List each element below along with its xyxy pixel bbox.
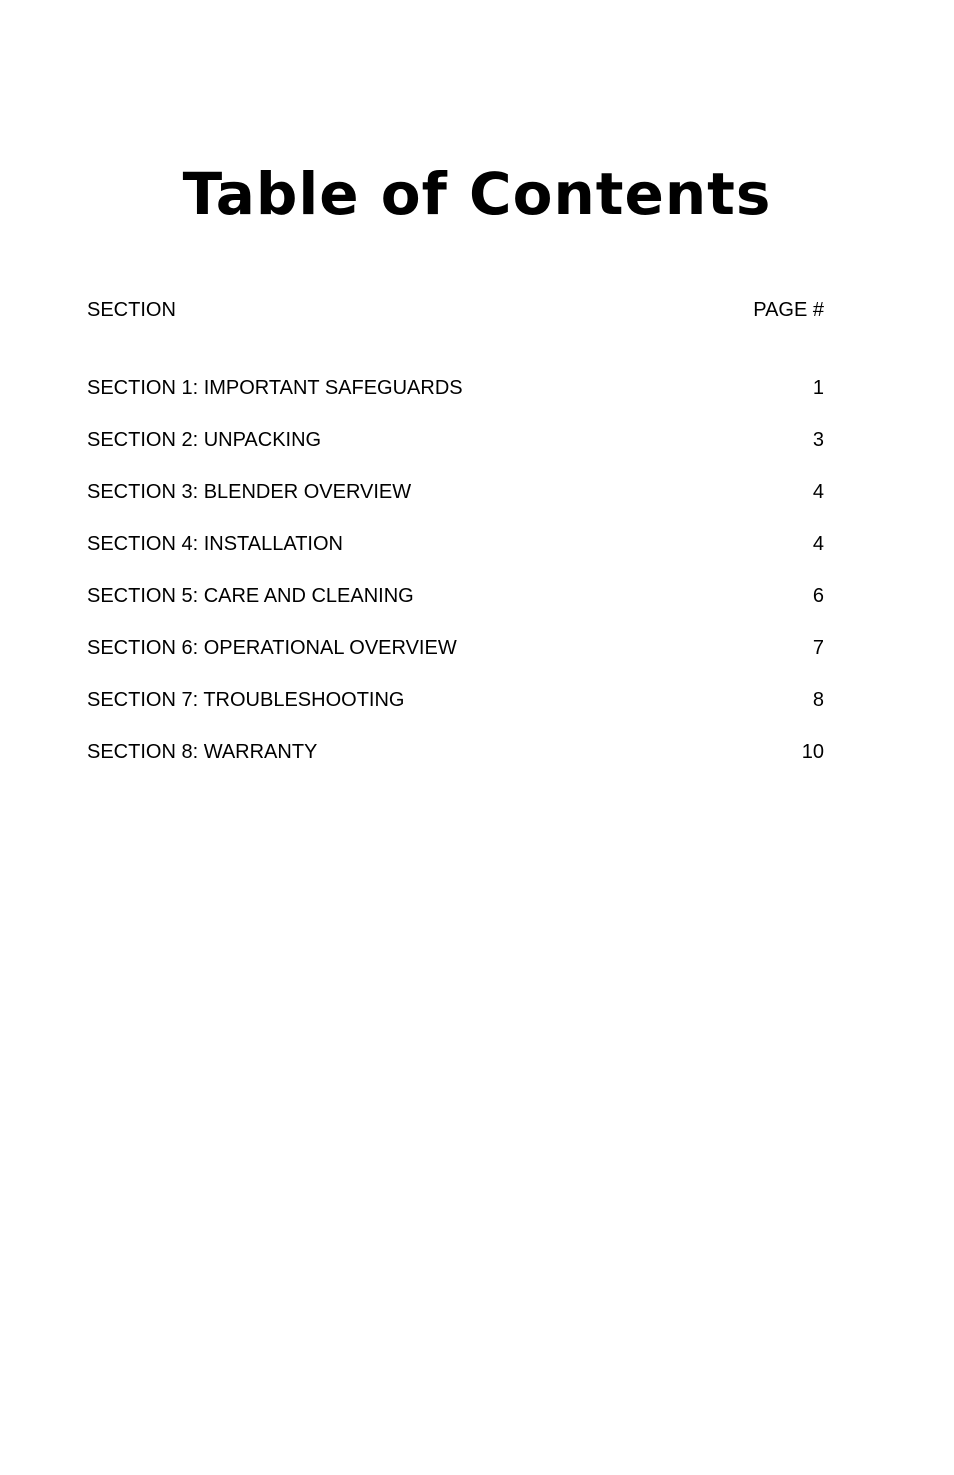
toc-entry (87, 738, 824, 766)
toc-entry (87, 374, 824, 402)
toc-entry-section: SECTION 1: IMPORTANT SAFEGUARDS (87, 377, 463, 399)
toc-entry-page: 10 (801, 741, 824, 763)
page-column-header: PAGE # (753, 299, 824, 321)
toc-entry (87, 478, 824, 506)
page-title: Table of Contents (182, 160, 772, 228)
toc-entry-section: SECTION 8: WARRANTY (87, 741, 318, 763)
toc-entry (87, 634, 824, 662)
toc-entry (87, 530, 824, 558)
toc-entry-page: 7 (812, 637, 824, 659)
toc-entry (87, 582, 824, 610)
table-of-contents (87, 296, 824, 790)
toc-entry-section: SECTION 4: INSTALLATION (87, 533, 343, 555)
toc-entry-section: SECTION 6: OPERATIONAL OVERVIEW (87, 637, 457, 659)
toc-entry-page: 1 (812, 377, 824, 399)
toc-entry (87, 686, 824, 714)
toc-entry-page: 4 (812, 533, 824, 555)
toc-entry (87, 426, 824, 454)
toc-entry-page: 8 (812, 689, 824, 711)
toc-entry-page: 4 (812, 481, 824, 503)
toc-entry-section: SECTION 3: BLENDER OVERVIEW (87, 481, 412, 503)
toc-entry-page: 6 (812, 585, 824, 607)
toc-entry-section: SECTION 7: TROUBLESHOOTING (87, 689, 405, 711)
toc-header-row (87, 296, 824, 324)
toc-entry-section: SECTION 2: UNPACKING (87, 429, 322, 451)
toc-entry-page: 3 (812, 429, 824, 451)
section-column-header: SECTION (87, 299, 176, 321)
toc-entry-section: SECTION 5: CARE AND CLEANING (87, 585, 414, 607)
